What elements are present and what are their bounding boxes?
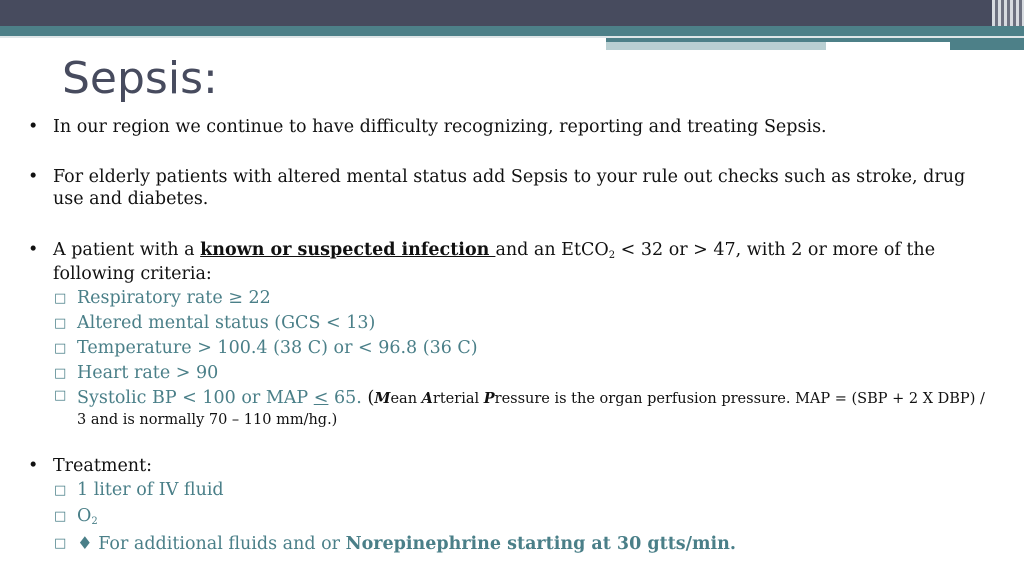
criterion-systolic-bp (28, 386, 988, 430)
bullet-marker: • (28, 456, 39, 476)
bullet-marker: • (28, 117, 39, 137)
criterion-text: Temperature > 100.4 (38 C) or < 96.8 (36 C) (77, 338, 478, 358)
criterion-respiratory-rate (28, 286, 988, 311)
criterion-temperature (28, 336, 988, 361)
header-stripes (992, 0, 1024, 26)
header-accent-2 (606, 42, 826, 50)
header-accent-4 (950, 38, 1024, 50)
criterion-mental-status (28, 311, 988, 336)
bullet-text: In our region we continue to have difficulty recognizing, reporting and treating Sepsis. (53, 117, 827, 137)
bullet-elderly-patients (28, 166, 988, 210)
bullet-text: Treatment: (53, 456, 153, 476)
slide-title: Sepsis: (62, 53, 218, 104)
bullet-region-difficulty (28, 116, 988, 138)
treatment-text: ♦ For additional fluids and or (77, 534, 346, 554)
square-marker: □ (54, 509, 67, 524)
bullet-text-mid: and an EtCO (495, 240, 609, 260)
square-marker: □ (54, 341, 67, 356)
header-accent-bar (0, 26, 1024, 36)
norepinephrine-emphasis: Norepinephrine starting at 30 gtts/min. (345, 534, 737, 554)
bullet-marker: • (28, 240, 39, 260)
header-accent-3 (826, 42, 950, 44)
square-marker: □ (54, 536, 67, 551)
treatment-text: O (77, 506, 92, 526)
bullet-text-prefix: A patient with a (53, 240, 201, 260)
criterion-text: Heart rate > 90 (77, 363, 219, 383)
bullet-treatment (28, 454, 988, 478)
slide-content (28, 116, 988, 558)
map-explanation: (Mean Arterial Pressure is the organ perfusion pressure. MAP = (SBP + 2 X DBP) / 3 and is normally 70 – 110 mm/hg.) (77, 387, 985, 428)
bullet-text: For elderly patients with altered mental status add Sepsis to your rule out checks such as stroke, drug use and diabetes. (53, 167, 966, 209)
square-marker: □ (54, 291, 67, 306)
criterion-value: 65. (328, 388, 368, 408)
criterion-text: Respiratory rate ≥ 22 (77, 288, 271, 308)
bullet-criteria-intro (28, 238, 988, 286)
o2-subscript: 2 (91, 516, 98, 527)
treatment-oxygen (28, 503, 988, 530)
criterion-text: Systolic BP < 100 or MAP (77, 388, 314, 408)
etco2-subscript: 2 (608, 250, 616, 261)
criterion-heart-rate (28, 361, 988, 386)
criterion-text: Altered mental status (GCS < 13) (77, 313, 376, 333)
square-marker: □ (54, 366, 67, 381)
header-bar (0, 0, 1024, 26)
lte-symbol: < (313, 388, 329, 408)
treatment-iv-fluid (28, 478, 988, 503)
treatment-text: 1 liter of IV fluid (77, 480, 224, 500)
square-marker: □ (54, 316, 67, 331)
square-marker: □ (54, 388, 67, 403)
treatment-norepinephrine (28, 530, 988, 558)
square-marker: □ (54, 483, 67, 498)
infection-emphasis: known or suspected infection (200, 240, 496, 260)
bullet-marker: • (28, 167, 39, 187)
bullet-text-suffix: < 32 or > 47, with 2 or more of the following criteria: (53, 240, 936, 284)
